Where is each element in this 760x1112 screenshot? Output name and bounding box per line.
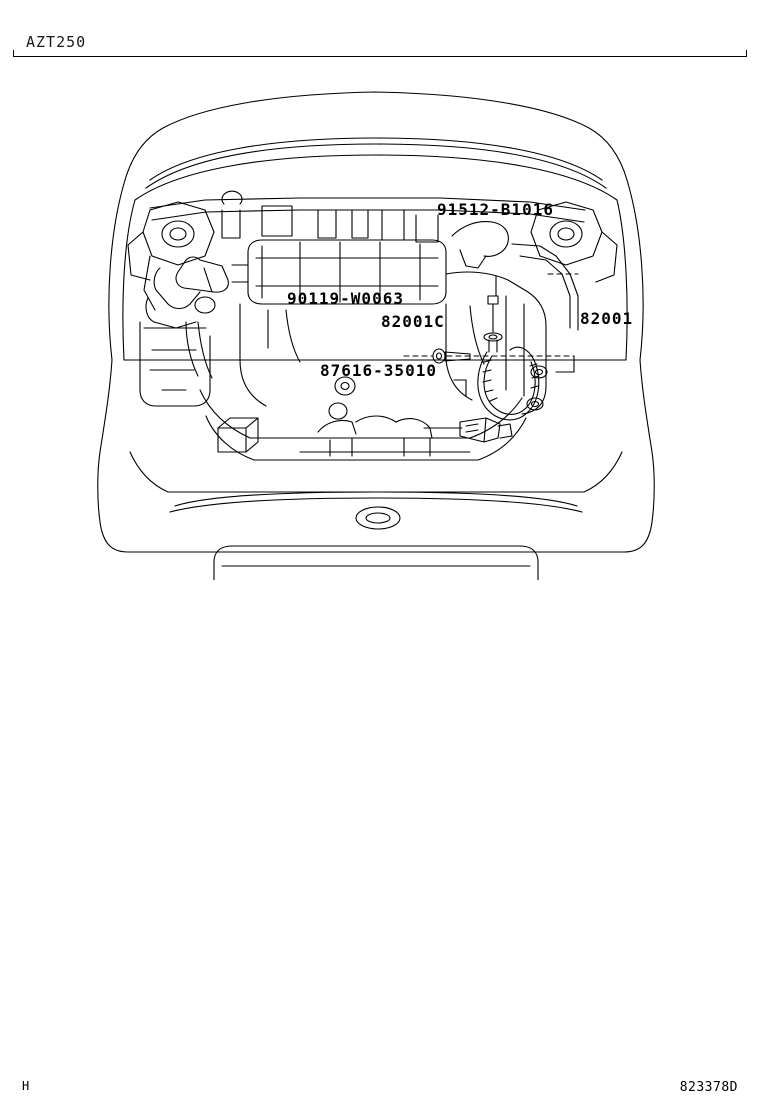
callout-91512-b1016: 91512-B1016 [437,200,554,219]
model-code: AZT250 [26,33,87,51]
callout-90119-w0063: 90119-W0063 [287,289,404,308]
header-divider [13,56,747,57]
figure-number: 823378D [679,1080,738,1095]
footer-mark: H [22,1079,30,1093]
callout-87616-35010: 87616-35010 [320,361,437,380]
callout-82001: 82001 [580,309,634,328]
engine-diagram-illustration [0,60,760,580]
callout-82001c: 82001C [381,312,445,331]
